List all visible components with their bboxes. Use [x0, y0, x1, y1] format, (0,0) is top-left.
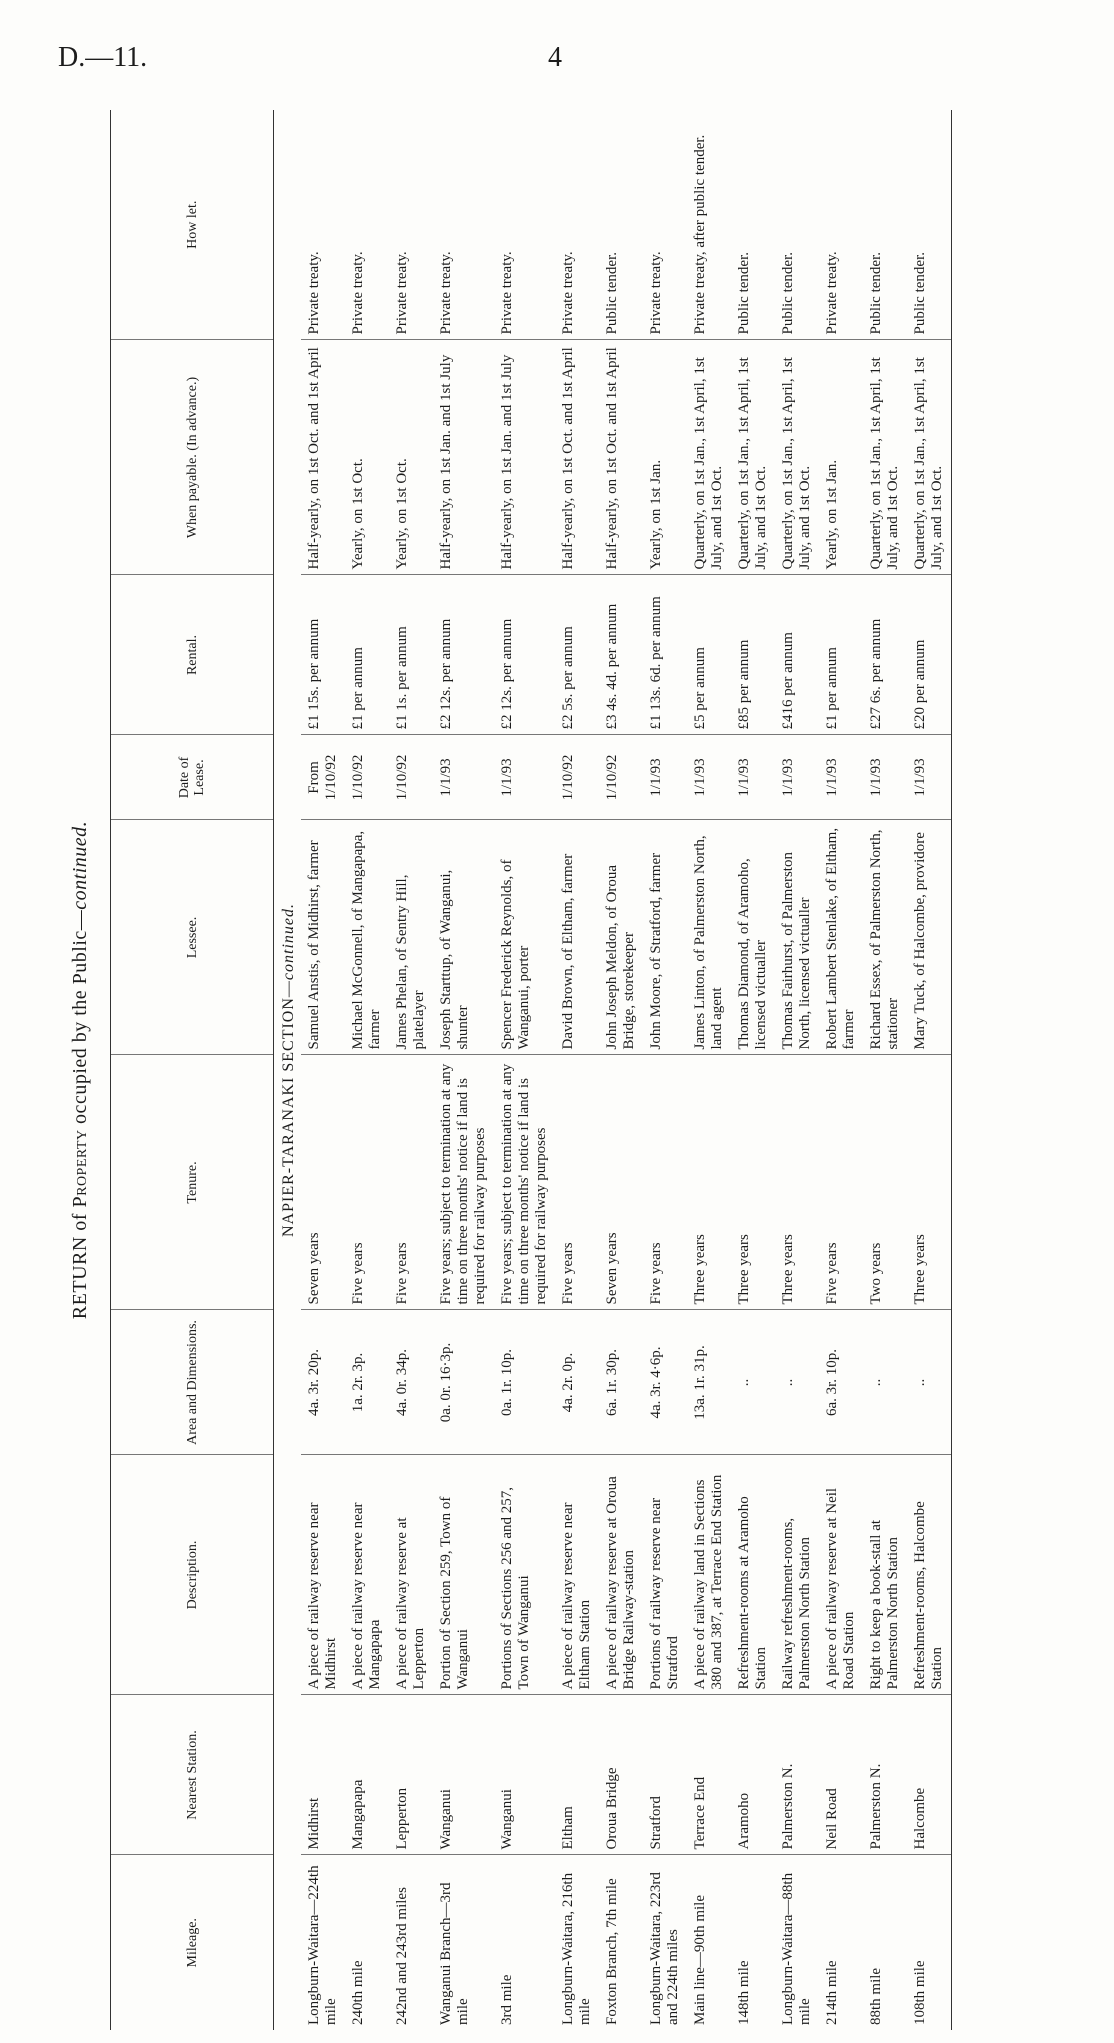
station-cell: Mangapapa [345, 1695, 389, 1855]
how-let-cell: Public tender. [863, 110, 907, 340]
table-row [389, 110, 433, 2030]
mileage-cell: 88th mile [868, 1967, 884, 2025]
column-header: Lessee. [111, 820, 274, 1055]
area-cell: 13a. 1r. 31p. [687, 1310, 731, 1455]
payable-cell: Yearly, on 1st Jan. [819, 340, 863, 575]
column-header: How let. [111, 110, 274, 340]
tenure-cell: Seven years [301, 1055, 345, 1310]
tenure-cell: Five years [389, 1055, 433, 1310]
area-cell: 4a. 2r. 0p. [555, 1310, 599, 1455]
tenure-cell: Three years [731, 1055, 775, 1310]
date-cell: 1/1/93 [775, 735, 819, 820]
area-cell: 6a. 3r. 10p. [819, 1310, 863, 1455]
description-cell: Portion of Section 259, Town of Wanganui [433, 1455, 494, 1695]
payable-cell: Half-yearly, on 1st Jan. and 1st July [433, 340, 494, 575]
rental-cell: £2 12s. per annum [433, 575, 494, 735]
lessee-cell: Thomas Diamond, of Aramoho, licensed victualler [731, 820, 775, 1055]
table-row [433, 110, 494, 2030]
rental-cell: £20 per annum [907, 575, 952, 735]
section-row [274, 110, 302, 2030]
mileage-cell: Main line—90th mile [692, 1895, 708, 2025]
rental-cell: £1 13s. 6d. per annum [643, 575, 687, 735]
page-number: 4 [548, 42, 562, 73]
title-continued: continued. [69, 820, 91, 910]
station-cell: Wanganui [433, 1695, 494, 1855]
table-row [775, 110, 819, 2030]
lessee-cell: Robert Lambert Stenlake, of Eltham, farmer [819, 820, 863, 1055]
description-cell: A piece of railway reserve at Neil Road Station [819, 1455, 863, 1695]
mileage-cell: Longburn-Waitara—88th mile [780, 1872, 813, 2025]
tenure-cell: Three years [775, 1055, 819, 1310]
lessee-cell: Samuel Anstis, of Midhirst, farmer [301, 820, 345, 1055]
table-row [819, 110, 863, 2030]
rental-cell: £416 per annum [775, 575, 819, 735]
mileage-cell: 3rd mile [499, 1974, 515, 2025]
station-cell: Oroua Bridge [599, 1695, 643, 1855]
how-let-cell: Private treaty. [819, 110, 863, 340]
column-header: Description. [111, 1455, 274, 1695]
rotated-table-region [55, 110, 1045, 2030]
table-body [274, 110, 952, 2030]
how-let-cell: Private treaty. [389, 110, 433, 340]
station-cell: Palmerston N. [863, 1695, 907, 1855]
station-cell: Lepperton [389, 1695, 433, 1855]
tenure-cell: Five years [555, 1055, 599, 1310]
rental-cell: £85 per annum [731, 575, 775, 735]
tenure-cell: Five years [819, 1055, 863, 1310]
rental-cell: £3 4s. 4d. per annum [599, 575, 643, 735]
section-continued: continued. [280, 902, 297, 981]
title-prefix: RETURN of [69, 1207, 91, 1320]
date-cell: From 1/10/92 [301, 735, 345, 820]
table-header [111, 110, 274, 2030]
tenure-cell: Five years; subject to termination at any time on three months' notice if land is required for railway purposes [494, 1055, 555, 1310]
area-cell: 4a. 3r. 20p. [301, 1310, 345, 1455]
mileage-cell: 148th mile [736, 1960, 752, 2025]
payable-cell: Yearly, on 1st Oct. [389, 340, 433, 575]
tenure-cell: Seven years [599, 1055, 643, 1310]
description-cell: Refreshment-rooms at Aramoho Station [731, 1455, 775, 1695]
lessee-cell: David Brown, of Eltham, farmer [555, 820, 599, 1055]
station-cell: Eltham [555, 1695, 599, 1855]
table-row [643, 110, 687, 2030]
lessee-cell: Thomas Fairhurst, of Palmerston North, licensed victualler [775, 820, 819, 1055]
payable-cell: Quarterly, on 1st Jan., 1st April, 1st July, and 1st Oct. [863, 340, 907, 575]
area-cell: .. [863, 1310, 907, 1455]
table-row [731, 110, 775, 2030]
station-cell: Stratford [643, 1695, 687, 1855]
description-cell: Portions of Sections 256 and 257, Town of Wanganui [494, 1455, 555, 1695]
date-cell: 1/1/93 [494, 735, 555, 820]
table-title [55, 110, 105, 2030]
date-cell: 1/1/93 [863, 735, 907, 820]
rental-cell: £2 12s. per annum [494, 575, 555, 735]
area-cell: .. [731, 1310, 775, 1455]
column-header: Date of Lease. [111, 735, 274, 820]
payable-cell: Half-yearly, on 1st Oct. and 1st April [599, 340, 643, 575]
mileage-cell: 214th mile [824, 1960, 840, 2025]
date-cell: 1/1/93 [819, 735, 863, 820]
tenure-cell: Three years [907, 1055, 952, 1310]
column-header: Nearest Station. [111, 1695, 274, 1855]
lessee-cell: James Linton, of Palmerston North, land agent [687, 820, 731, 1055]
how-let-cell: Private treaty. [433, 110, 494, 340]
header-row [111, 110, 274, 2030]
payable-cell: Yearly, on 1st Jan. [643, 340, 687, 575]
column-header: When payable. (In advance.) [111, 340, 274, 575]
description-cell: A piece of railway reserve near Eltham Station [555, 1455, 599, 1695]
table-row [863, 110, 907, 2030]
how-let-cell: Public tender. [907, 110, 952, 340]
how-let-cell: Public tender. [731, 110, 775, 340]
how-let-cell: Private treaty. [555, 110, 599, 340]
how-let-cell: Private treaty. [345, 110, 389, 340]
area-cell: 0a. 0r. 16·3p. [433, 1310, 494, 1455]
lessee-cell: Richard Essex, of Palmerston North, stationer [863, 820, 907, 1055]
tenure-cell: Five years [643, 1055, 687, 1310]
payable-cell: Quarterly, on 1st Jan., 1st April, 1st July, and 1st Oct. [731, 340, 775, 575]
area-cell: .. [907, 1310, 952, 1455]
section-heading [274, 110, 302, 2030]
date-cell: 1/10/92 [599, 735, 643, 820]
station-cell: Neil Road [819, 1695, 863, 1855]
station-cell: Wanganui [494, 1695, 555, 1855]
payable-cell: Quarterly, on 1st Jan., 1st April, 1st July, and 1st Oct. [775, 340, 819, 575]
mileage-cell: Longburn-Waitara—224th mile [306, 1865, 339, 2025]
area-cell: 6a. 1r. 30p. [599, 1310, 643, 1455]
tenure-cell: Three years [687, 1055, 731, 1310]
table-row [494, 110, 555, 2030]
mileage-cell: Longburn-Waitara, 216th mile [560, 1872, 593, 2025]
mileage-cell: 240th mile [350, 1960, 366, 2025]
property-table [110, 110, 952, 2030]
column-header: Rental. [111, 575, 274, 735]
date-cell: 1/1/93 [643, 735, 687, 820]
rental-cell: £2 5s. per annum [555, 575, 599, 735]
table-row [555, 110, 599, 2030]
how-let-cell: Private treaty. [494, 110, 555, 340]
mileage-cell: Foxton Branch, 7th mile [604, 1878, 620, 2025]
description-cell: A piece of railway land in Sections 380 and 387, at Terrace End Station [687, 1455, 731, 1695]
date-cell: 1/10/92 [345, 735, 389, 820]
payable-cell: Quarterly, on 1st Jan., 1st April, 1st July, and 1st Oct. [907, 340, 952, 575]
payable-cell: Yearly, on 1st Oct. [345, 340, 389, 575]
lessee-cell: Mary Tuck, of Halcombe, providore [907, 820, 952, 1055]
how-let-cell: Private treaty. [301, 110, 345, 340]
table-row [599, 110, 643, 2030]
station-cell: Midhirst [301, 1695, 345, 1855]
rental-cell: £1 1s. per annum [389, 575, 433, 735]
area-cell: 4a. 3r. 4·6p. [643, 1310, 687, 1455]
how-let-cell: Private treaty. [643, 110, 687, 340]
table-row [907, 110, 952, 2030]
lessee-cell: John Moore, of Stratford, farmer [643, 820, 687, 1055]
title-property: Property [69, 1129, 91, 1208]
how-let-cell: Public tender. [599, 110, 643, 340]
table-row [687, 110, 731, 2030]
column-header: Area and Dimensions. [111, 1310, 274, 1455]
area-cell: 1a. 2r. 3p. [345, 1310, 389, 1455]
rental-cell: £27 6s. per annum [863, 575, 907, 735]
description-cell: Right to keep a book-stall at Palmerston North Station [863, 1455, 907, 1695]
rental-cell: £1 per annum [819, 575, 863, 735]
mileage-cell: Longburn-Waitara, 223rd and 224th miles [648, 1872, 681, 2025]
payable-cell: Quarterly, on 1st Jan., 1st April, 1st July, and 1st Oct. [687, 340, 731, 575]
lessee-cell: James Phelan, of Sentry Hill, platelayer [389, 820, 433, 1055]
date-cell: 1/10/92 [555, 735, 599, 820]
rental-cell: £1 15s. per annum [301, 575, 345, 735]
how-let-cell: Private treaty, after public tender. [687, 110, 731, 340]
tenure-cell: Five years; subject to termination at any time on three months' notice if land is required for railway purposes [433, 1055, 494, 1310]
mileage-cell: Wanganui Branch—3rd mile [438, 1882, 471, 2025]
tenure-cell: Five years [345, 1055, 389, 1310]
rental-cell: £5 per annum [687, 575, 731, 735]
section-name: NAPIER-TARANAKI SECTION— [280, 980, 297, 1238]
title-suffix: occupied by the Public— [69, 909, 91, 1130]
lessee-cell: John Joseph Meldon, of Oroua Bridge, storekeeper [599, 820, 643, 1055]
area-cell: .. [775, 1310, 819, 1455]
lessee-cell: Michael McGonnell, of Mangapapa, farmer [345, 820, 389, 1055]
station-cell: Aramoho [731, 1695, 775, 1855]
description-cell: Refreshment-rooms, Halcombe Station [907, 1455, 952, 1695]
tenure-cell: Two years [863, 1055, 907, 1310]
column-header: Tenure. [111, 1055, 274, 1310]
date-cell: 1/1/93 [687, 735, 731, 820]
date-cell: 1/1/93 [907, 735, 952, 820]
description-cell: A piece of railway reserve near Midhirst [301, 1455, 345, 1695]
mileage-cell: 108th mile [907, 1855, 952, 2030]
description-cell: A piece of railway reserve near Mangapapa [345, 1455, 389, 1695]
document-id: D.—11. [58, 42, 148, 73]
column-header: Mileage. [111, 1855, 274, 2030]
description-cell: A piece of railway reserve at Lepperton [389, 1455, 433, 1695]
payable-cell: Half-yearly, on 1st Jan. and 1st July [494, 340, 555, 575]
area-cell: 4a. 0r. 34p. [389, 1310, 433, 1455]
table-row [301, 110, 345, 2030]
date-cell: 1/1/93 [433, 735, 494, 820]
mileage-cell: 242nd and 243rd miles [394, 1887, 410, 2025]
date-cell: 1/1/93 [731, 735, 775, 820]
how-let-cell: Public tender. [775, 110, 819, 340]
description-cell: Portions of railway reserve near Stratford [643, 1455, 687, 1695]
lessee-cell: Joseph Starttup, of Wanganui, shunter [433, 820, 494, 1055]
payable-cell: Half-yearly, on 1st Oct. and 1st April [301, 340, 345, 575]
date-cell: 1/10/92 [389, 735, 433, 820]
description-cell: Railway refreshment-rooms, Palmerston North Station [775, 1455, 819, 1695]
rental-cell: £1 per annum [345, 575, 389, 735]
area-cell: 0a. 1r. 10p. [494, 1310, 555, 1455]
lessee-cell: Spencer Frederick Reynolds, of Wanganui, porter [494, 820, 555, 1055]
table-row [345, 110, 389, 2030]
payable-cell: Half-yearly, on 1st Oct. and 1st April [555, 340, 599, 575]
station-cell: Palmerston N. [775, 1695, 819, 1855]
station-cell: Terrace End [687, 1695, 731, 1855]
station-cell: Halcombe [907, 1695, 952, 1855]
description-cell: A piece of railway reserve at Oroua Bridge Railway-station [599, 1455, 643, 1695]
